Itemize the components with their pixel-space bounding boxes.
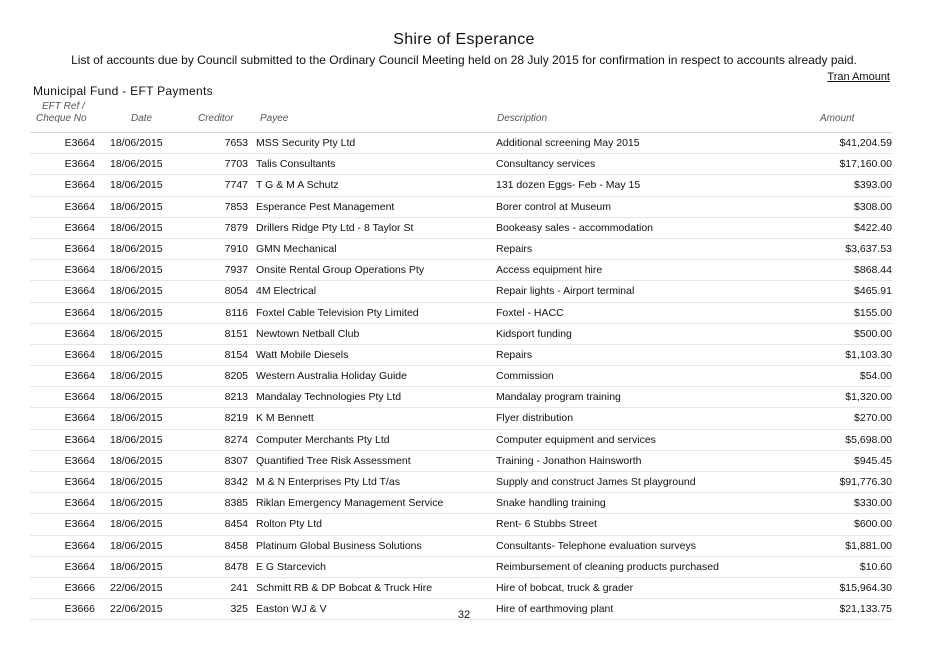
cell-creditor: 8219 (224, 412, 248, 425)
cell-description: Rent- 6 Stubbs Street (496, 518, 597, 531)
cell-date: 18/06/2015 (110, 476, 163, 488)
cell-payee: MSS Security Pty Ltd (256, 137, 356, 149)
table-row (30, 536, 892, 557)
cell-payee: Western Australia Holiday Guide (256, 370, 407, 383)
cell-description: Access equipment hire (496, 264, 603, 277)
cell-ref: E3664 (64, 518, 95, 531)
cell-date: 18/06/2015 (110, 158, 163, 171)
cell-amount: $945.45 (854, 454, 892, 467)
cell-amount: $422.40 (854, 221, 892, 234)
cell-ref: E3664 (64, 158, 95, 171)
table-row (30, 260, 892, 281)
cell-description: Mandalay program training (496, 391, 621, 404)
cell-creditor: 8205 (224, 370, 248, 383)
cell-date: 22/06/2015 (110, 581, 163, 594)
cell-creditor: 325 (230, 603, 248, 616)
cell-ref: E3664 (64, 242, 95, 255)
table-row (30, 408, 892, 429)
page-subtitle: List of accounts due by Council submitted to the Ordinary Council Meeting held on 28 July 2015 for confirmation in respect to accounts already paid. (71, 53, 857, 67)
cell-creditor: 8342 (224, 476, 248, 488)
table-row (30, 154, 892, 175)
cell-ref: E3664 (64, 179, 95, 192)
cell-creditor: 7879 (224, 221, 248, 234)
table-row (30, 281, 892, 302)
cell-creditor: 8154 (224, 348, 248, 361)
cell-date: 18/06/2015 (110, 242, 163, 255)
table-row (30, 578, 892, 599)
column-header-date: Date (131, 113, 153, 124)
cell-creditor: 7910 (224, 242, 248, 255)
cell-description: Commission (496, 370, 554, 383)
table-row (30, 557, 892, 578)
table-row (30, 239, 892, 260)
cell-ref: E3666 (64, 581, 95, 594)
cell-amount: $465.91 (854, 285, 892, 298)
table-row (30, 218, 892, 239)
cell-creditor: 8385 (224, 497, 248, 510)
cell-payee: Foxtel Cable Television Pty Limited (256, 306, 419, 319)
cell-payee: Riklan Emergency Management Service (256, 497, 444, 510)
cell-description: Hire of bobcat, truck & grader (496, 581, 634, 594)
table-row (30, 472, 892, 493)
cell-description: Bookeasy sales - accommodation (496, 221, 653, 234)
cell-date: 18/06/2015 (110, 433, 163, 446)
cell-description: Training - Jonathon Hainsworth (496, 454, 642, 467)
cell-amount: $15,964.30 (839, 581, 892, 594)
cell-amount: $1,881.00 (845, 539, 892, 552)
cell-ref: E3664 (64, 476, 95, 488)
table-row (30, 430, 892, 451)
cell-date: 18/06/2015 (110, 370, 163, 383)
cell-date: 18/06/2015 (110, 454, 163, 467)
cell-description: Computer equipment and services (496, 433, 656, 446)
table-row (30, 132, 892, 154)
cell-description: Foxtel - HACC (496, 306, 564, 319)
table-row (30, 387, 892, 408)
cell-date: 22/06/2015 (110, 603, 163, 616)
table-row (30, 303, 892, 324)
cell-ref: E3664 (64, 306, 95, 319)
column-header-creditor: Creditor (198, 113, 234, 124)
table-row (30, 514, 892, 535)
cell-amount: $308.00 (854, 200, 892, 213)
cell-ref: E3664 (64, 391, 95, 404)
cell-ref: E3664 (64, 560, 95, 573)
column-header-ref-line1: EFT Ref / (42, 101, 85, 112)
cell-payee: Quantified Tree Risk Assessment (256, 454, 411, 467)
cell-amount: $1,320.00 (845, 391, 892, 404)
table-row (30, 493, 892, 514)
cell-ref: E3664 (64, 539, 95, 552)
cell-payee: K M Bennett (256, 412, 314, 425)
cell-amount: $3,637.53 (845, 242, 892, 255)
cell-date: 18/06/2015 (110, 497, 163, 510)
table-row (30, 345, 892, 366)
cell-ref: E3664 (64, 412, 95, 425)
cell-creditor: 8116 (225, 306, 248, 319)
cell-ref: E3664 (64, 348, 95, 361)
cell-payee: Newtown Netball Club (256, 327, 360, 340)
cell-creditor: 8478 (224, 560, 248, 573)
cell-creditor: 7747 (224, 179, 248, 192)
table-row (30, 324, 892, 345)
page-title: Shire of Esperance (393, 31, 535, 48)
cell-creditor: 7653 (224, 137, 248, 149)
cell-amount: $5,698.00 (845, 433, 892, 446)
cell-amount: $1,103.30 (845, 348, 892, 361)
cell-description: Additional screening May 2015 (496, 137, 640, 149)
cell-description: Consultancy services (496, 158, 596, 171)
cell-amount: $41,204.59 (839, 137, 892, 149)
cell-description: Repairs (496, 242, 533, 255)
cell-payee: Schmitt RB & DP Bobcat & Truck Hire (256, 581, 433, 594)
cell-creditor: 8213 (224, 391, 248, 404)
cell-date: 18/06/2015 (110, 200, 163, 213)
cell-payee: 4M Electrical (256, 285, 317, 298)
cell-amount: $393.00 (854, 179, 892, 192)
cell-amount: $10.60 (859, 560, 892, 573)
cell-ref: E3664 (64, 285, 95, 298)
cell-amount: $155.00 (854, 306, 892, 319)
cell-description: Kidsport funding (496, 327, 572, 340)
cell-creditor: 7703 (224, 158, 248, 171)
table-row (30, 175, 892, 196)
cell-ref: E3664 (64, 497, 95, 510)
cell-payee: Rolton Pty Ltd (256, 518, 322, 531)
column-header-ref-line2: Cheque No (36, 113, 87, 124)
cell-date: 18/06/2015 (110, 391, 163, 404)
cell-ref: E3664 (64, 264, 95, 277)
cell-payee: T G & M A Schutz (256, 179, 339, 192)
cell-date: 18/06/2015 (110, 137, 163, 149)
cell-creditor: 8274 (224, 433, 248, 446)
cell-description: Snake handling training (496, 497, 606, 510)
table-row (30, 197, 892, 218)
tran-amount-label: Tran Amount (827, 71, 890, 83)
cell-creditor: 7853 (224, 200, 248, 213)
cell-date: 18/06/2015 (110, 327, 163, 340)
cell-description: Supply and construct James St playground (496, 476, 696, 488)
cell-date: 18/06/2015 (110, 306, 163, 319)
cell-payee: Easton WJ & V (256, 603, 327, 616)
table-row (30, 451, 892, 472)
cell-amount: $868.44 (854, 264, 892, 277)
cell-ref: E3664 (64, 370, 95, 383)
cell-amount: $21,133.75 (839, 603, 892, 616)
cell-description: Repairs (496, 348, 533, 361)
cell-date: 18/06/2015 (110, 539, 163, 552)
column-header-description: Description (497, 113, 548, 124)
table-row (30, 366, 892, 387)
cell-amount: $91,776.30 (839, 476, 892, 488)
cell-description: Repair lights - Airport terminal (496, 285, 635, 298)
cell-amount: $270.00 (854, 412, 892, 425)
cell-payee: M & N Enterprises Pty Ltd T/as (256, 476, 400, 488)
cell-ref: E3664 (64, 200, 95, 213)
cell-ref: E3664 (64, 137, 95, 149)
cell-payee: Onsite Rental Group Operations Pty (256, 264, 425, 277)
cell-description: Consultants- Telephone evaluation surveys (496, 539, 697, 552)
cell-payee: Esperance Pest Management (256, 200, 395, 213)
cell-payee: GMN Mechanical (256, 242, 337, 255)
cell-date: 18/06/2015 (110, 179, 163, 192)
cell-date: 18/06/2015 (110, 348, 163, 361)
cell-amount: $17,160.00 (839, 158, 892, 171)
payments-table (30, 132, 892, 620)
cell-ref: E3664 (64, 454, 95, 467)
cell-description: Hire of earthmoving plant (496, 603, 614, 616)
cell-date: 18/06/2015 (110, 518, 163, 531)
cell-amount: $54.00 (859, 370, 892, 383)
cell-date: 18/06/2015 (110, 264, 163, 277)
fund-heading: Municipal Fund - EFT Payments (33, 84, 213, 98)
cell-payee: Platinum Global Business Solutions (256, 539, 422, 552)
cell-ref: E3664 (64, 327, 95, 340)
cell-ref: E3664 (64, 221, 95, 234)
cell-creditor: 8307 (224, 454, 248, 467)
cell-amount: $500.00 (854, 327, 892, 340)
column-header-payee: Payee (260, 113, 289, 124)
cell-creditor: 8454 (224, 518, 248, 531)
cell-description: Reimbursement of cleaning products purchased (496, 560, 719, 573)
cell-description: Borer control at Museum (496, 200, 611, 213)
cell-description: Flyer distribution (496, 412, 574, 425)
cell-date: 18/06/2015 (110, 221, 163, 234)
cell-payee: Talis Consultants (256, 158, 336, 171)
cell-payee: Computer Merchants Pty Ltd (256, 433, 390, 446)
cell-date: 18/06/2015 (110, 285, 163, 298)
cell-ref: E3664 (64, 433, 95, 446)
cell-date: 18/06/2015 (110, 560, 163, 573)
cell-amount: $330.00 (854, 497, 892, 510)
page-number: 32 (457, 609, 471, 621)
cell-creditor: 8151 (224, 327, 248, 340)
cell-payee: E G Starcevich (256, 560, 327, 573)
cell-date: 18/06/2015 (110, 412, 163, 425)
cell-description: 131 dozen Eggs- Feb - May 15 (496, 179, 641, 192)
cell-creditor: 8054 (224, 285, 248, 298)
cell-payee: Watt Mobile Diesels (256, 348, 349, 361)
cell-creditor: 7937 (224, 264, 248, 277)
column-header-amount: Amount (820, 113, 855, 124)
cell-creditor: 241 (230, 581, 248, 594)
cell-amount: $600.00 (854, 518, 892, 531)
cell-ref: E3666 (64, 603, 95, 616)
cell-payee: Drillers Ridge Pty Ltd - 8 Taylor St (256, 221, 414, 234)
cell-creditor: 8458 (224, 539, 248, 552)
cell-payee: Mandalay Technologies Pty Ltd (256, 391, 402, 404)
